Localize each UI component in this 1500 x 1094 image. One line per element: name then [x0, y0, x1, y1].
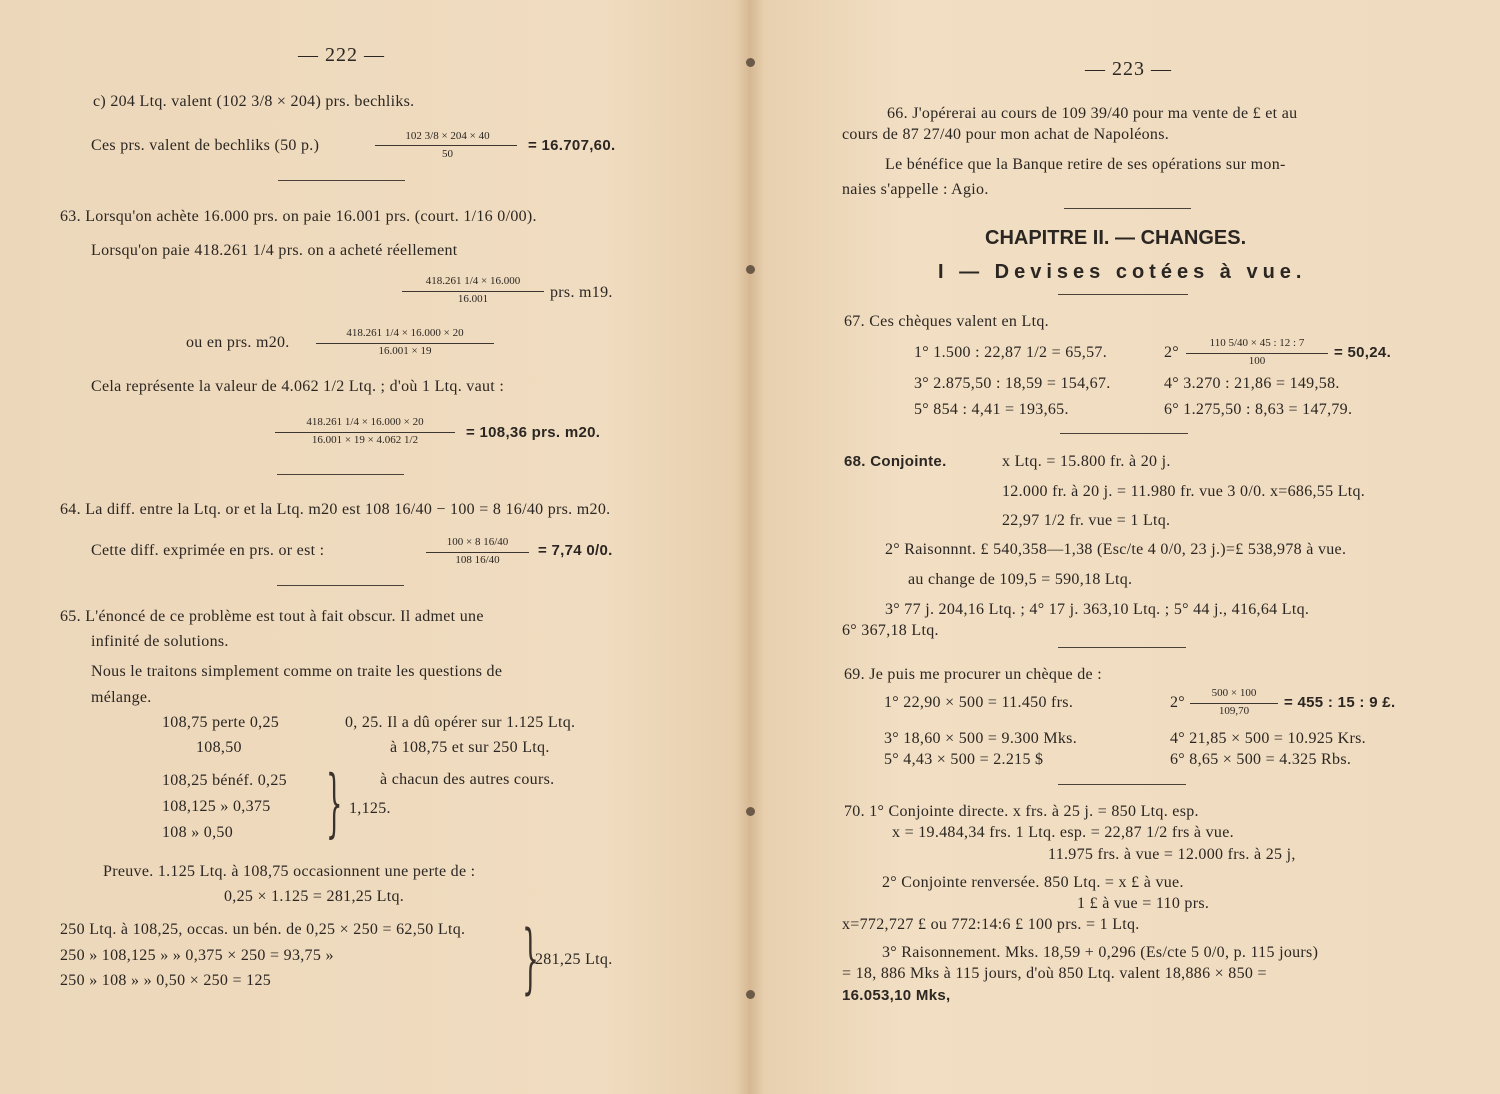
- text-line: = 455 : 15 : 9 £.: [1284, 694, 1396, 711]
- fraction-numerator: 100 × 8 16/40: [446, 536, 509, 548]
- text-line: 63. Lorsqu'on achète 16.000 prs. on paie 16.001 prs. (court. 1/16 0/00).: [60, 208, 537, 225]
- section-divider: [1058, 647, 1186, 648]
- text-line: cours de 87 27/40 pour mon achat de Napoléons.: [842, 126, 1170, 143]
- text-line: Cette diff. exprimée en prs. or est :: [91, 542, 325, 559]
- section-divider: [1064, 208, 1191, 209]
- fraction-denominator: 16.001 × 19 × 4.062 1/2: [311, 434, 419, 446]
- text-line: x = 19.484,34 frs. 1 Ltq. esp. = 22,87 1/2 frs à vue.: [892, 824, 1234, 841]
- text-line: 250 » 108 » » 0,50 × 250 = 125: [60, 972, 272, 989]
- text-line: 108,75 perte 0,25: [162, 714, 280, 731]
- text-line: Cela représente la valeur de 4.062 1/2 Ltq. ; d'où 1 Ltq. vaut :: [91, 378, 505, 395]
- text-line: 69. Je puis me procurer un chèque de :: [844, 666, 1102, 683]
- fraction-denominator: 16.001 × 19: [378, 345, 432, 357]
- fraction-denominator: 16.001: [457, 293, 489, 305]
- section-divider: [1058, 294, 1188, 295]
- fraction-denominator: 109,70: [1218, 705, 1250, 717]
- text-line: 22,97 1/2 fr. vue = 1 Ltq.: [1002, 512, 1171, 529]
- text-line: 65. L'énoncé de ce problème est tout à fait obscur. Il admet une: [60, 608, 484, 625]
- fraction-numerator: 110 5/40 × 45 : 12 : 7: [1209, 337, 1305, 349]
- fraction-numerator: 500 × 100: [1211, 687, 1257, 699]
- text-line: = 108,36 prs. m20.: [466, 424, 601, 441]
- text-line: 2°: [1170, 694, 1185, 711]
- text-line: infinité de solutions.: [91, 633, 229, 650]
- text-line: 68. Conjointe.: [844, 453, 947, 470]
- fraction-denominator: 108 16/40: [455, 554, 500, 566]
- fraction-bar: [316, 343, 494, 344]
- section-divider: [1058, 784, 1186, 785]
- fraction-numerator: 418.261 1/4 × 16.000: [425, 275, 521, 287]
- text-line: à 108,75 et sur 250 Ltq.: [390, 739, 550, 756]
- text-line: Le bénéfice que la Banque retire de ses opérations sur mon-: [885, 156, 1286, 173]
- fraction-denominator: 100: [1248, 355, 1266, 367]
- text-line: ou en prs. m20.: [186, 334, 290, 351]
- text-line: 1,125.: [349, 800, 391, 817]
- text-line: 66. J'opérerai au cours de 109 39/40 pour ma vente de £ et au: [887, 105, 1298, 122]
- text-line: 108,50: [196, 739, 242, 756]
- text-line: 6° 367,18 Ltq.: [842, 622, 939, 639]
- text-line: 250 » 108,125 » » 0,375 × 250 = 93,75 »: [60, 947, 334, 964]
- text-line: 1° 22,90 × 500 = 11.450 frs.: [884, 694, 1074, 711]
- curly-brace: }: [326, 760, 343, 846]
- text-line: 2°: [1164, 344, 1179, 361]
- text-line: x Ltq. = 15.800 fr. à 20 j.: [1002, 453, 1171, 470]
- fraction-bar: [375, 145, 517, 146]
- text-line: prs. m19.: [550, 284, 613, 301]
- text-line: 16.053,10 Mks,: [842, 987, 951, 1004]
- text-line: à chacun des autres cours.: [380, 771, 555, 788]
- text-line: 5° 4,43 × 500 = 2.215 $: [884, 751, 1044, 768]
- text-line: 250 Ltq. à 108,25, occas. un bén. de 0,25 × 250 = 62,50 Ltq.: [60, 921, 466, 938]
- text-line: Lorsqu'on paie 418.261 1/4 prs. on a acheté réellement: [91, 242, 458, 259]
- section-title: I — Devises cotées à vue.: [938, 261, 1307, 283]
- text-line: 0,25 × 1.125 = 281,25 Ltq.: [224, 888, 405, 905]
- text-line: 2° Conjointe renversée. 850 Ltq. = x £ à vue.: [882, 874, 1184, 891]
- text-line: 281,25 Ltq.: [535, 951, 613, 968]
- text-line: c) 204 Ltq. valent (102 3/8 × 204) prs. bechliks.: [93, 93, 415, 110]
- text-line: au change de 109,5 = 590,18 Ltq.: [908, 571, 1133, 588]
- page-number: — 223 —: [1085, 58, 1172, 80]
- text-line: 70. 1° Conjointe directe. x frs. à 25 j. = 850 Ltq. esp.: [844, 803, 1199, 820]
- text-line: Ces prs. valent de bechliks (50 p.): [91, 137, 320, 154]
- chapter-title: CHAPITRE II. — CHANGES.: [985, 227, 1247, 249]
- fraction-bar: [1190, 703, 1278, 704]
- text-line: mélange.: [91, 689, 152, 706]
- fraction-bar: [426, 552, 529, 553]
- fraction-bar: [1186, 353, 1328, 354]
- fraction-numerator: 418.261 1/4 × 16.000 × 20: [306, 416, 424, 428]
- text-line: Preuve. 1.125 Ltq. à 108,75 occasionnent une perte de :: [103, 863, 476, 880]
- text-line: Nous le traitons simplement comme on traite les questions de: [91, 663, 503, 680]
- page-number: — 222 —: [298, 44, 385, 66]
- right-page: [752, 0, 1500, 1094]
- text-line: x=772,727 £ ou 772:14:6 £ 100 prs. = 1 Ltq.: [842, 916, 1140, 933]
- text-line: 0, 25. Il a dû opérer sur 1.125 Ltq.: [345, 714, 576, 731]
- text-line: 3° 77 j. 204,16 Ltq. ; 4° 17 j. 363,10 Ltq. ; 5° 44 j., 416,64 Ltq.: [885, 601, 1310, 618]
- text-line: 1° 1.500 : 22,87 1/2 = 65,57.: [914, 344, 1108, 361]
- text-line: 3° 18,60 × 500 = 9.300 Mks.: [884, 730, 1077, 747]
- text-line: 3° Raisonnement. Mks. 18,59 + 0,296 (Es/cte 5 0/0, p. 115 jours): [882, 944, 1319, 961]
- section-divider: [1060, 433, 1188, 434]
- text-line: 108,25 bénéf. 0,25: [162, 772, 287, 789]
- section-divider: [277, 585, 404, 586]
- text-line: 1 £ à vue = 110 prs.: [1077, 895, 1210, 912]
- text-line: 64. La diff. entre la Ltq. or et la Ltq. m20 est 108 16/40 − 100 = 8 16/40 prs. m20.: [60, 501, 611, 518]
- text-line: 108,125 » 0,375: [162, 798, 271, 815]
- fraction-bar: [402, 291, 544, 292]
- text-line: = 16.707,60.: [528, 137, 616, 154]
- text-line: 3° 2.875,50 : 18,59 = 154,67.: [914, 375, 1111, 392]
- section-divider: [278, 180, 405, 181]
- section-divider: [277, 474, 404, 475]
- text-line: 5° 854 : 4,41 = 193,65.: [914, 401, 1069, 418]
- text-line: 108 » 0,50: [162, 824, 233, 841]
- text-line: 4° 3.270 : 21,86 = 149,58.: [1164, 375, 1340, 392]
- text-line: 4° 21,85 × 500 = 10.925 Krs.: [1170, 730, 1366, 747]
- text-line: = 7,74 0/0.: [538, 542, 613, 559]
- text-line: 6° 8,65 × 500 = 4.325 Rbs.: [1170, 751, 1352, 768]
- text-line: = 50,24.: [1334, 344, 1392, 361]
- fraction-numerator: 418.261 1/4 × 16.000 × 20: [346, 327, 464, 339]
- fraction-numerator: 102 3/8 × 204 × 40: [405, 130, 490, 142]
- fraction-bar: [275, 432, 455, 433]
- text-line: = 18, 886 Mks à 115 jours, d'où 850 Ltq. valent 18,886 × 850 =: [842, 965, 1267, 982]
- text-line: naies s'appelle : Agio.: [842, 181, 989, 198]
- text-line: 11.975 frs. à vue = 12.000 frs. à 25 j,: [1048, 846, 1296, 863]
- text-line: 67. Ces chèques valent en Ltq.: [844, 313, 1049, 330]
- fraction-denominator: 50: [442, 148, 453, 160]
- text-line: 6° 1.275,50 : 8,63 = 147,79.: [1164, 401, 1353, 418]
- text-line: 2° Raisonnnt. £ 540,358—1,38 (Esc/te 4 0/0, 23 j.)=£ 538,978 à vue.: [885, 541, 1347, 558]
- text-line: 12.000 fr. à 20 j. = 11.980 fr. vue 3 0/0. x=686,55 Ltq.: [1002, 483, 1366, 500]
- curly-brace: }: [522, 913, 539, 1002]
